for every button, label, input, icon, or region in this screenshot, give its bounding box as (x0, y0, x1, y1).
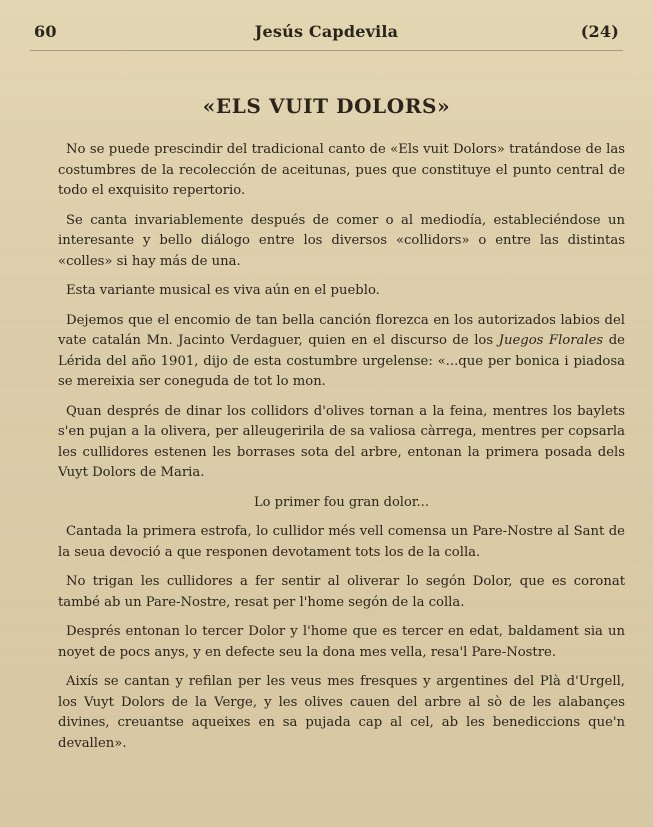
paragraph (58, 311, 625, 393)
paragraph (58, 140, 625, 202)
paragraph-text: No se puede prescindir del tradicional canto de «Els vuit Dolors» tratándose de las costumbres de la recolección de aceitunas, pues que constituye el punto central de todo el exquisito repertorio. (58, 142, 625, 198)
body-text (58, 140, 625, 763)
paragraph (58, 281, 625, 302)
paragraph-text: Cantada la primera estrofa, lo cullidor més vell comensa un Pare-Nostre al Sant de la seua devoció a que responen devotament tots los de la colla. (58, 524, 625, 560)
paragraph-text: Aixís se cantan y refilan per les veus mes fresques y argentines del Plà d'Urgell, los Vuyt Dolors de la Verge, y les olives cauen del arbre al sò de les alabançes divines, creuantse aqueixes en sa pujada cap al cel, ab les benediccions que'n devallen». (58, 674, 625, 751)
paragraph-text: Esta variante musical es viva aún en el pueblo. (66, 283, 380, 298)
paragraph (58, 522, 625, 563)
header-rule (30, 50, 623, 51)
page-number: 60 (34, 21, 57, 41)
paragraph-text: Quan després de dinar los collidors d'olives tornan a la feina, mentres los baylets s'en pujan a la olivera, per alleugeririla de sa valiosa càrrega, mentres per copsarla les cullidores estenen les borrases sota del arbre, entonan la primera posada dels Vuyt Dolors de Maria. (58, 403, 625, 480)
running-title: Jesús Capdevila (254, 21, 399, 41)
paragraph (58, 622, 625, 663)
paragraph (58, 572, 625, 613)
paragraph (58, 402, 625, 484)
page-header (34, 18, 619, 44)
chapter-title: «ELS VUIT DOLORS» (202, 94, 451, 118)
paragraph (58, 672, 625, 754)
verse-line: Lo primer fou gran dolor... (254, 494, 429, 510)
paragraph-text: Se canta invariablemente después de comer o al mediodía, estableciéndose un interesante y bello diálogo entre los diversos «collidors» o entre las distintas «colles» si hay más de una. (58, 212, 625, 269)
paragraph-text: Després entonan lo tercer Dolor y l'home que es tercer en edat, baldament sia un noyet de pocs anys, y en defecte seu la dona mes vella, resa'l Pare-Nostre. (58, 624, 625, 660)
paragraph-text: No trigan les cullidores a fer sentir al oliverar lo segón Dolor, que es coronat també ab un Pare-Nostre, resat per l'home segón de la colla. (58, 574, 625, 610)
paragraph (58, 211, 625, 273)
italic-title: Juegos Florales (498, 333, 604, 348)
section-number: (24) (580, 21, 619, 41)
paragraph-text: de Lérida del año 1901, dijo de esta costumbre urgelense: «...que per bonica i piadosa se mereixia ser coneguda de tot lo mon. (58, 333, 625, 389)
paragraph-text: Dejemos que el encomio de tan bella canción florezca en los autorizados labios del vate catalán Mn. Jacinto Verdaguer, quien en el discurso de los (58, 312, 625, 348)
